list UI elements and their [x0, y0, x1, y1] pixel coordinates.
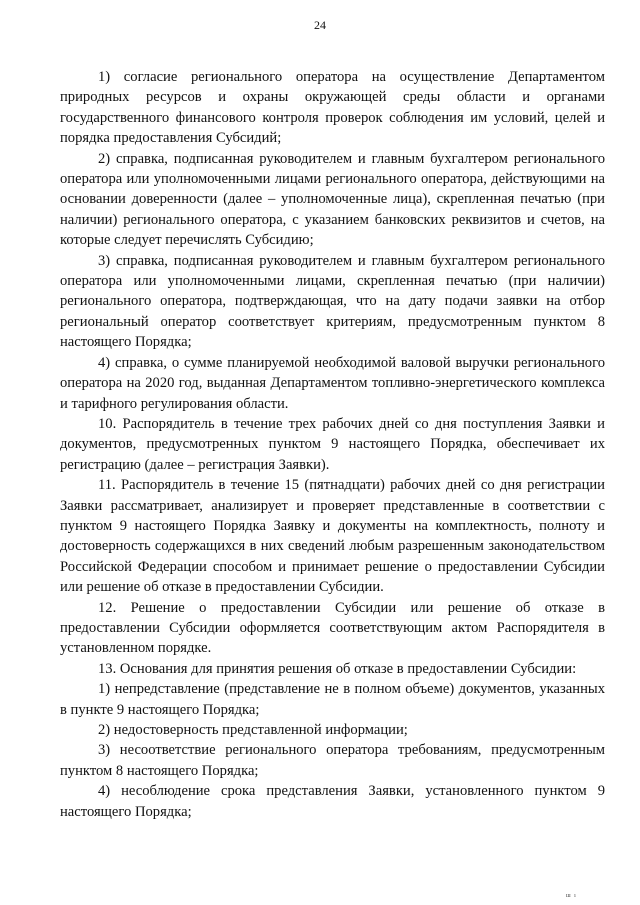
paragraph-clause-10: 10. Распорядитель в течение трех рабочих дней со дня поступления Заявки и документов, предусмотренных пунктом 9 настоящего Порядка, обеспечивает их регистрацию (далее – регистрация Заявки). — [60, 415, 605, 473]
paragraph-refusal-ground-3: 3) несоответствие регионального оператора требованиям, предусмотренным пунктом 8 настоящего Порядка; — [60, 742, 605, 779]
document-body — [60, 67, 605, 822]
paragraph-item-3-compliance-certificate: 3) справка, подписанная руководителем и главным бухгалтером регионального оператора или уполномоченными лицами, скрепленная печатью (при наличии) регионального оператора, подтверждающая, что на дату подачи заявки на отбор региональный оператор соответствует критериям, предусмотренным пунктом 8 настоящего Порядка; — [60, 252, 605, 351]
paragraph-item-2-bank-certificate: 2) справка, подписанная руководителем и главным бухгалтером регионального оператора или уполномоченными лицами регионального оператора, действующими на основании доверенности (далее – уполномоченные лица), скрепленная печатью (при наличии) регионального оператора, с указанием банковских реквизитов и счетов, на которые следует перечислять Субсидию; — [60, 150, 605, 249]
page-number: 24 — [314, 18, 326, 32]
paragraph-item-4-revenue-certificate: 4) справка, о сумме планируемой необходимой валовой выручки регионального оператора на 2020 год, выданная Департаментом топливно-энергетического комплекса и тарифного регулирования области. — [60, 354, 605, 412]
scan-corner-mark: ш ı — [566, 893, 577, 899]
paragraph-refusal-ground-2: 2) недостоверность представленной информации; — [98, 722, 408, 738]
paragraph-refusal-ground-1: 1) непредставление (представление не в полном объеме) документов, указанных в пункте 9 настоящего Порядка; — [60, 681, 605, 718]
paragraph-clause-12: 12. Решение о предоставлении Субсидии или решение об отказе в предоставлении Субсидии оформляется соответствующим актом Распорядителя в установленном порядке. — [60, 599, 605, 657]
paragraph-item-1-consent: 1) согласие регионального оператора на осуществление Департаментом природных ресурсов и охраны окружающей среды области и органами государственного финансового контроля проверок соблюдения им условий, целей и порядка предоставления Субсидий; — [60, 69, 605, 147]
paragraph-clause-11: 11. Распорядитель в течение 15 (пятнадцати) рабочих дней со дня регистрации Заявки рассматривает, анализирует и проверяет представленные в соответствии с пунктом 9 настоящего Порядка Заявку и документы на комплектность, полноту и достоверность содержащихся в них сведений любым разрешенным законодательством Российской Федерации способом и принимает решение о предоставлении Субсидии или решение об отказе в предоставлении Субсидии. — [60, 477, 605, 596]
paragraph-refusal-ground-4: 4) несоблюдение срока представления Заявки, установленного пунктом 9 настоящего Порядка; — [60, 783, 605, 820]
paragraph-clause-13-heading: 13. Основания для принятия решения об отказе в предоставлении Субсидии: — [98, 660, 577, 677]
